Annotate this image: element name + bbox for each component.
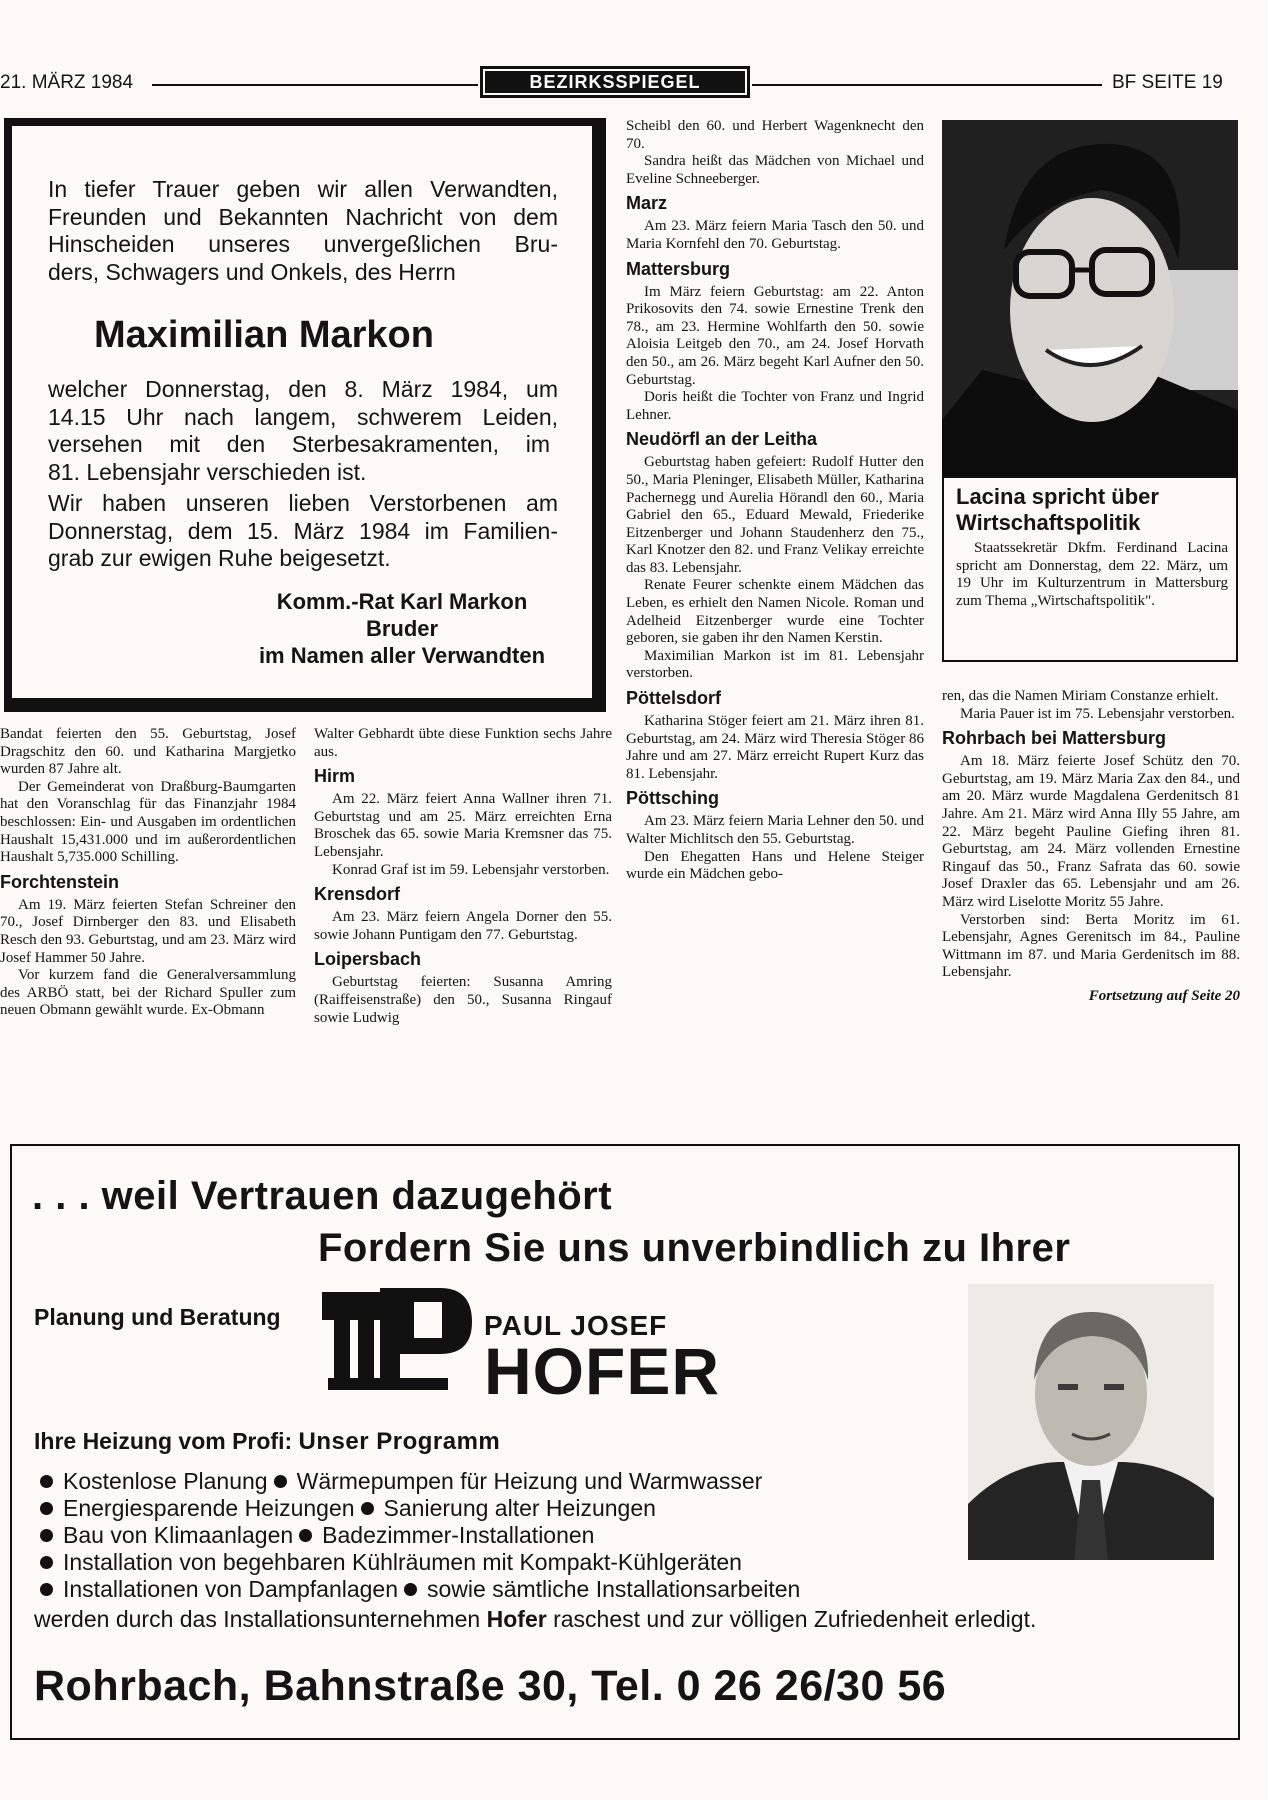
notice-line: Wir haben unseren lieben Verstorbenen am (48, 490, 558, 516)
article-paragraph: Am 23. März feiern Angela Dorner den 55. sowie Johann Puntigam den 77. Geburtstag. (314, 909, 612, 943)
bullet-icon (40, 1475, 53, 1488)
closing-company: Hofer (486, 1606, 547, 1632)
service-item: Installationen von Dampfanlagen (63, 1576, 399, 1602)
bullet-icon (404, 1583, 417, 1596)
column-1 (0, 726, 296, 1020)
article-paragraph: Sandra heißt das Mädchen von Michael und Eveline Schneeberger. (626, 153, 924, 187)
article-paragraph: Doris heißt die Tochter von Franz und Ingrid Lehner. (626, 389, 924, 423)
lacina-caption-box (942, 476, 1238, 662)
service-item: Installation von begehbaren Kühlräumen mit Kompakt-Kühlgeräten (63, 1549, 742, 1575)
article-paragraph: Vor kurzem fand die Generalversammlung des ARBÖ statt, bei der Richard Spuller zum neuen Obmann gewählt wurde. Ex-Obmann (0, 967, 296, 1019)
article-paragraph: Geburtstag feierten: Susanna Amring (Raiffeisenstraße) den 50., Susanna Ringauf sowie Ludwig (314, 974, 612, 1026)
column-3 (626, 118, 924, 884)
company-first-name: PAUL JOSEF (484, 1310, 668, 1341)
hofer-logo (322, 1284, 482, 1394)
notice-line: welcher Donnerstag, den 8. März 1984, um (48, 376, 558, 402)
service-item: Sanierung alter Heizungen (383, 1495, 656, 1521)
ad-headline-2: Fordern Sie uns unverbindlich zu Ihrer (318, 1226, 1071, 1270)
ad-address: Rohrbach, Bahnstraße 30, Tel. 0 26 26/30 56 (34, 1662, 947, 1710)
article-paragraph: Renate Feurer schenkte einem Mädchen das Leben, es erhielt den Namen Nicole. Roman und Adelheid Eitzenberger wurde eine Tochter geboren, sie gaben ihr den Namen Kerstin. (626, 577, 924, 647)
closing-text: raschest und zur völligen Zufriedenheit erledigt. (553, 1606, 1037, 1632)
hofer-photo (968, 1284, 1214, 1560)
ad-headline-1: . . . weil Vertrauen dazugehört (32, 1174, 613, 1218)
bullet-icon (274, 1475, 287, 1488)
company-last-name: HOFER (484, 1334, 720, 1408)
notice-burial (48, 490, 558, 573)
service-item: Energiesparende Heizungen (63, 1495, 355, 1521)
service-list (34, 1468, 934, 1603)
hofer-logo-mark (322, 1284, 482, 1394)
notice-line: In tiefer Trauer geben wir allen Verwandten, (48, 176, 558, 202)
notice-line: versehen mit den Sterbesakramenten, im (48, 431, 550, 457)
place-heading: Rohrbach bei Mattersburg (942, 728, 1167, 749)
caption-text: Staatssekretär Dkfm. Ferdinand Lacina spricht am Donnerstag, dem 22. März, um 19 Uhr im Kulturzentrum in Mattersburg zum Thema „Wirtschaftspolitik". (956, 540, 1228, 609)
place-heading: Loipersbach (314, 949, 422, 970)
service-item: Bau von Klimaanlagen (63, 1522, 294, 1548)
page-number: BF SEITE 19 (1112, 72, 1223, 93)
lacina-photo (942, 120, 1238, 476)
article-paragraph: Am 19. März feierten Stefan Schreiner den 70., Josef Dirnberger den 83. und Elisabeth Resch den 93. Geburtstag, und am 23. März wird Josef Hammer 50 Jahre. (0, 896, 296, 966)
place-heading: Mattersburg (626, 258, 731, 279)
deceased-name: Maximilian Markon (94, 314, 434, 356)
notice-details (48, 376, 558, 486)
header-rule-right (752, 84, 1102, 86)
article-paragraph: Im März feiern Geburtstag: am 22. Anton Prikosovits den 74. sowie Ernestine Trenk den 78., am 23. Hermine Wohlfarth den 50. sowie Aloisia Leitgeb den 70., am 24. Josef Horvath den 50., am 26. März begeht Karl Aufner den 50. Geburtstag. (626, 283, 924, 388)
place-heading: Marz (626, 193, 668, 214)
section-title: BEZIRKSSPIEGEL (485, 71, 745, 93)
ad-planning-label: Planung und Beratung (34, 1304, 281, 1330)
section-banner (480, 66, 750, 98)
program-heading (34, 1428, 500, 1456)
notice-line: Freunden und Bekannten Nachricht von dem (48, 203, 558, 230)
notice-line: Donnerstag, dem 15. März 1984 im Familien- (48, 517, 558, 544)
place-heading: Hirm (314, 766, 356, 787)
closing-text: werden durch das Installationsunternehmen (34, 1606, 481, 1632)
article-paragraph: Scheibl den 60. und Herbert Wagenknecht den 70. (626, 118, 924, 152)
continued-note: Fortsetzung auf Seite 20 (1088, 987, 1240, 1004)
article-paragraph: Am 23. März feiern Maria Lehner den 50. und Walter Michlitsch den 55. Geburtstag. (626, 813, 924, 847)
article-paragraph: Walter Gebhardt übte diese Funktion sechs Jahre aus. (314, 726, 612, 760)
place-heading: Neudörfl an der Leitha (626, 429, 818, 450)
service-row (34, 1549, 934, 1576)
article-paragraph: Den Ehegatten Hans und Helene Steiger wurde ein Mädchen gebo- (626, 848, 924, 883)
bullet-icon (299, 1529, 312, 1542)
service-item: Kostenlose Planung (63, 1468, 268, 1494)
place-heading: Forchtenstein (0, 871, 120, 892)
place-heading: Pöttelsdorf (626, 688, 722, 709)
program-label: Ihre Heizung vom Profi: (34, 1428, 293, 1454)
caption-title: Lacina spricht über Wirtschaftspolitik (956, 484, 1159, 535)
service-row (34, 1468, 934, 1495)
death-notice (4, 118, 606, 712)
notice-line: ders, Schwagers und Onkels, des Herrn (48, 258, 456, 285)
ad-closing-line (34, 1606, 1214, 1633)
place-heading: Pöttsching (626, 788, 719, 809)
bullet-icon (361, 1502, 374, 1515)
article-paragraph: ren, das die Namen Miriam Constanze erhielt. (942, 688, 1219, 704)
signature-line: im Namen aller Verwandten (258, 643, 546, 668)
signature-line: Bruder (365, 616, 439, 641)
bullet-icon (40, 1529, 53, 1542)
article-paragraph: Maximilian Markon ist im 81. Lebensjahr verstorben. (626, 647, 924, 682)
article-paragraph: Am 18. März feierte Josef Schütz den 70. Geburtstag, am 19. März Maria Zax den 84., und am 20. März wurde Magdalena Gerdenitsch 81 Jahre. Am 21. März wird Anna Illy 55 Jahre, am 22. März begeht Pauline Giefing ihren 81. Geburtstag, am 24. März vollenden Ernestine Ringauf das 50., Franz Safrata das 60. sowie Josef Draxler das 65. Lebensjahr und am 26. März wird Liselotte Moritz 55 Jahre. (942, 753, 1240, 910)
article-paragraph: Bandat feierten den 55. Geburtstag, Josef Dragschitz den 60. und Katharina Margjetko wurden 87 Jahre alt. (0, 726, 296, 778)
notice-intro (48, 176, 558, 286)
bullet-icon (40, 1556, 53, 1569)
bullet-icon (40, 1502, 53, 1515)
issue-date: 21. MÄRZ 1984 (0, 72, 134, 93)
column-2 (314, 726, 612, 1027)
article-paragraph: Am 23. März feiern Maria Tasch den 50. und Maria Kornfehl den 70. Geburtstag. (626, 218, 924, 252)
article-paragraph: Geburtstag haben gefeiert: Rudolf Hutter den 50., Maria Pleninger, Elisabeth Müller, Katharina Pachernegg und Aurelia Hörandl den 60., Maria Gabriel den 65., Eduard Mewald, Friederike Eitzenberger und Johann Staudenherz den 75., Karl Knotzer den 82. und Franz Velikay erreichte das 83. Lebensjahr. (626, 454, 924, 576)
notice-line: Hinscheiden unseres unvergeßlichen Bru- (48, 231, 558, 257)
article-paragraph: Katharina Stöger feiert am 21. März ihren 81. Geburtstag, am 24. März wird Theresia Stöger 86 Jahre und am 27. März erreicht Rupert Kurz das 81. Lebensjahr. (626, 713, 924, 782)
notice-signature (232, 588, 572, 669)
notice-line: 14.15 Uhr nach langem, schwerem Leiden, (48, 403, 558, 430)
place-heading: Krensdorf (314, 884, 401, 905)
signature-line: Komm.-Rat Karl Markon (276, 589, 528, 614)
article-paragraph: Maria Pauer ist im 75. Lebensjahr verstorben. (960, 705, 1235, 722)
article-paragraph: Am 22. März feiert Anna Wallner ihren 71. Geburtstag und am 25. März erreichten Erna Broschek das 65. sowie Maria Kremsner das 75. Lebensjahr. (314, 791, 612, 860)
article-paragraph: Der Gemeinderat von Draßburg-Baumgarten hat den Voranschlag für das Finanzjahr 1984 beschlossen: Ein- und Ausgaben im ordentlichen Haushalt 15,431.000 und im außerordentlichen Haushalt 5,735.000 Schilling. (0, 778, 296, 866)
notice-line: grab zur ewigen Ruhe beigesetzt. (48, 545, 391, 571)
service-item: Badezimmer-Installationen (322, 1522, 595, 1548)
article-paragraph: Konrad Graf ist im 59. Lebensjahr verstorben. (332, 861, 610, 878)
service-row (34, 1495, 934, 1522)
notice-line: 81. Lebensjahr verschieden ist. (48, 458, 367, 485)
service-item: Wärmepumpen für Heizung und Warmwasser (296, 1468, 763, 1494)
article-paragraph: Verstorben sind: Berta Moritz im 61. Lebensjahr, Agnes Gerenitsch im 84., Pauline Wittmann im 87. und Maria Gerdenitsch im 88. Lebensjahr. (942, 911, 1240, 981)
service-row (34, 1522, 934, 1549)
service-item: sowie sämtliche Installationsarbeiten (427, 1576, 801, 1602)
bullet-icon (40, 1583, 53, 1596)
service-row (34, 1576, 934, 1603)
header-rule-left (152, 84, 478, 86)
column-4 (942, 688, 1240, 1006)
program-title: Unser Programm (298, 1428, 501, 1455)
